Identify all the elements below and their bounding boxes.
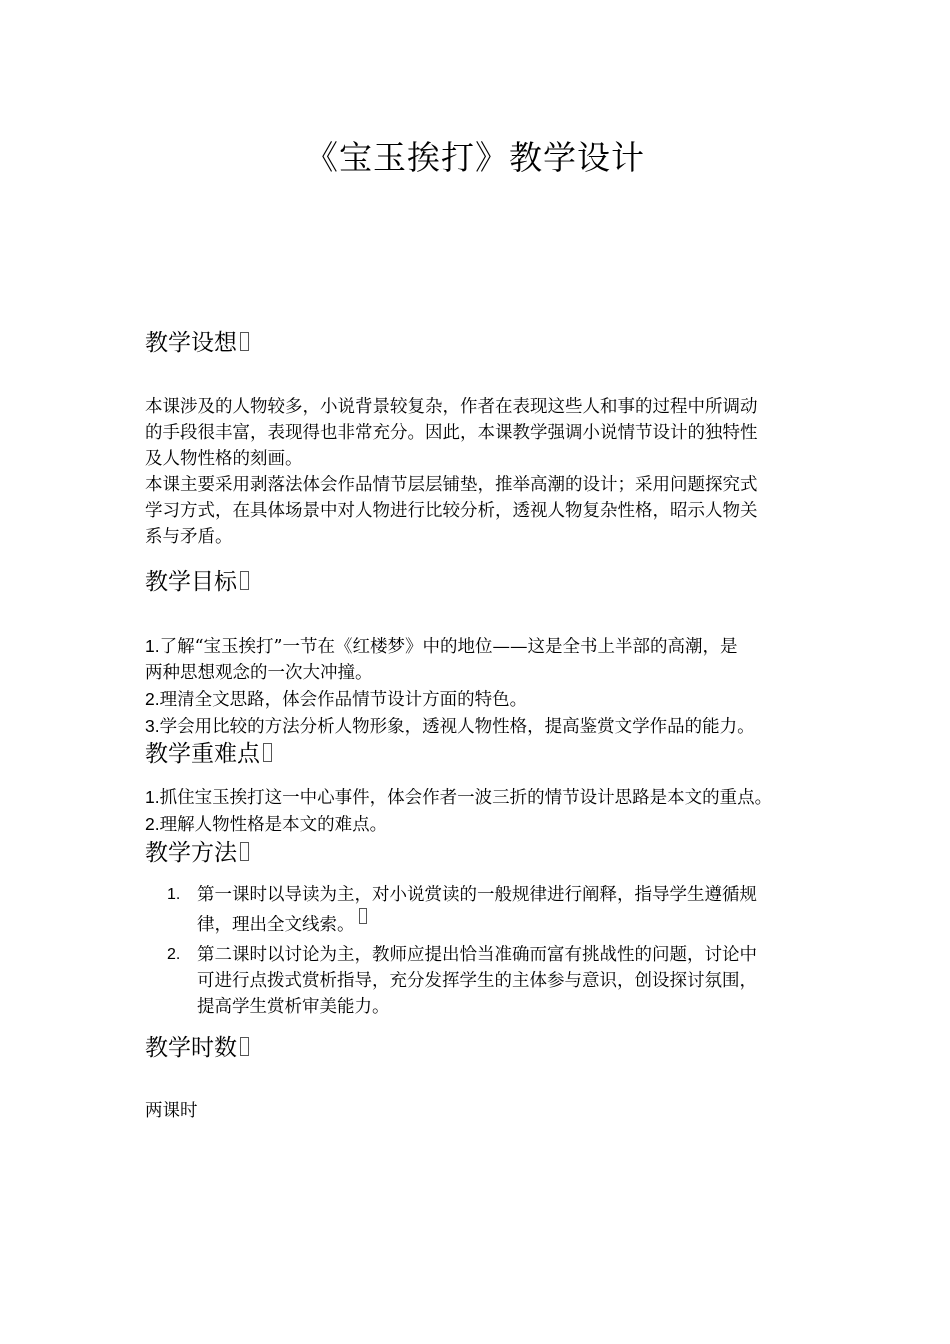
hours-value: 两课时 [145,1101,198,1121]
text-line [197,908,815,938]
text-line [145,686,815,713]
concept-paragraph-1 [145,394,815,472]
objective-item [145,686,815,713]
section-heading-hours-text: 教学时数 [145,1035,237,1061]
text-line [145,811,815,838]
item-number: 3. [145,716,160,736]
text-line: 的手段很丰富，表现得也非常充分。因此，本课教学强调小说情节设计的独特性 [145,423,758,443]
section-heading-objectives-text: 教学目标 [145,569,237,595]
section-heading-objectives [145,567,249,597]
item-number: 2. [145,689,160,709]
section-heading-methods-text: 教学方法 [145,840,237,866]
text-line [145,713,815,740]
item-text: 抓住宝玉挨打这一中心事件，体会作者一波三折的情节设计思路是本文的重点。 [159,788,773,808]
section-heading-methods [145,838,249,868]
text-line: 及人物性格的刻画。 [145,449,303,469]
missing-glyph-icon [240,1037,249,1056]
text-line: 可进行点拨式赏析指导，充分发挥学生的主体参与意识，创设探讨氛围， [197,971,757,991]
item-number: 1. [145,787,160,807]
item-text: 律，理出全文线索。 [197,915,355,935]
text-line: 提高学生赏析审美能力。 [197,997,390,1017]
objective-item [145,713,815,740]
text-line: 学习方式，在具体场景中对人物进行比较分析，透视人物复杂性格，昭示人物关 [145,501,758,521]
text-line: 两种思想观念的一次大冲撞。 [145,663,373,683]
text-line: 本课涉及的人物较多，小说背景较复杂，作者在表现这些人和事的过程中所调动 [145,397,758,417]
missing-glyph-icon [240,842,249,861]
item-text: 学会用比较的方法分析人物形象，透视人物性格，提高鉴赏文学作品的能力。 [159,717,755,737]
method-item [145,882,815,938]
text-line [145,784,815,811]
section-heading-hours [145,1033,249,1063]
key-point-item [145,784,815,811]
objectives-list [145,633,815,740]
item-text: 了解“宝玉挨打”一节在《红楼梦》中的地位——这是全书上半部的高潮，是 [159,637,738,657]
item-number: 2. [145,814,160,834]
text-line [145,633,815,660]
item-text: 理清全文思路，体会作品情节设计方面的特色。 [159,690,528,710]
document-title: 《宝玉挨打》教学设计 [305,138,645,177]
hours-text [145,1098,815,1124]
methods-list [145,882,815,1024]
text-line: 本课主要采用剥落法体会作品情节层层铺垫，推举高潮的设计；采用问题探究式 [145,475,758,495]
text-line: 系与矛盾。 [145,527,233,547]
section-heading-key-points-text: 教学重难点 [145,741,260,767]
concept-text [145,394,815,550]
section-heading-concept [145,328,249,358]
missing-glyph-icon [240,571,249,590]
concept-paragraph-2 [145,472,815,550]
item-number: 1. [167,886,181,903]
section-heading-concept-text: 教学设想 [145,330,237,356]
key-points-list [145,784,815,838]
item-text: 理解人物性格是本文的难点。 [159,815,388,835]
text-line: 第二课时以讨论为主，教师应提出恰当准确而富有挑战性的问题，讨论中 [197,945,757,965]
missing-glyph-icon [263,743,272,762]
missing-glyph-icon [240,332,249,351]
missing-glyph-icon [359,908,367,924]
method-item [145,942,815,1020]
text-line: 第一课时以导读为主，对小说赏读的一般规律进行阐释，指导学生遵循规 [197,885,757,905]
objective-item [145,633,815,686]
item-number: 2. [167,946,181,963]
item-number: 1. [145,636,160,656]
key-point-item [145,811,815,838]
section-heading-key-points [145,739,272,769]
